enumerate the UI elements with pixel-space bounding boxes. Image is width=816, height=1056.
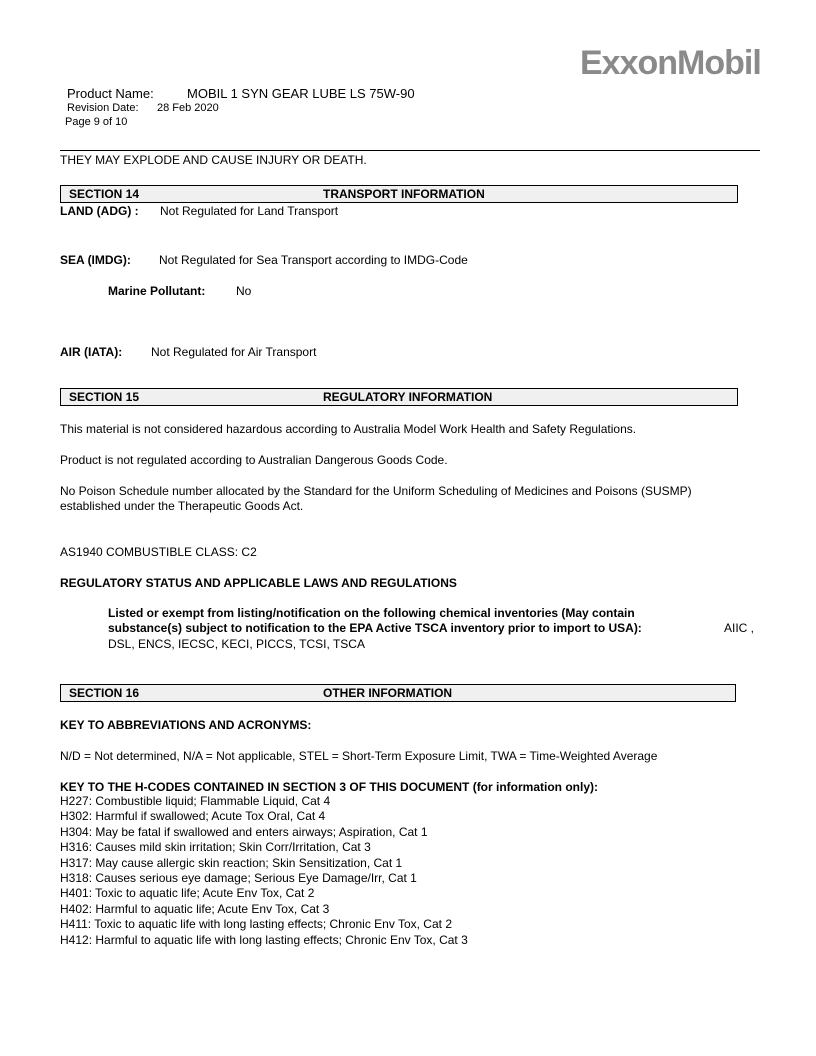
- air-label: AIR (IATA):: [60, 345, 123, 359]
- hcode-item: H317: May cause allergic skin reaction; Skin Sensitization, Cat 1: [60, 855, 403, 870]
- section-number: SECTION 15: [69, 390, 140, 404]
- product-name-label: Product Name:: [67, 86, 154, 101]
- hcode-item: H318: Causes serious eye damage; Serious Eye Damage/Irr, Cat 1: [60, 871, 417, 886]
- hcode-item: H302: Harmful if swallowed; Acute Tox Oral, Cat 4: [60, 809, 326, 824]
- regulatory-paragraph-3a: No Poison Schedule number allocated by the Standard for the Uniform Scheduling of Medicines and Poisons (SUSMP): [60, 484, 692, 498]
- section-title: OTHER INFORMATION: [323, 686, 453, 700]
- revision-date: 28 Feb 2020: [157, 102, 219, 114]
- carryover-text: THEY MAY EXPLODE AND CAUSE INJURY OR DEATH.: [60, 153, 367, 167]
- hcode-item: H402: Harmful to aquatic life; Acute Env Tox, Cat 3: [60, 901, 330, 916]
- air-value: Not Regulated for Air Transport: [151, 345, 317, 359]
- regulatory-paragraph-3b: established under the Therapeutic Goods Act.: [60, 499, 304, 513]
- section-title: REGULATORY INFORMATION: [323, 390, 493, 404]
- sea-value: Not Regulated for Sea Transport according to IMDG-Code: [159, 253, 468, 267]
- hcode-item: H304: May be fatal if swallowed and enters airways; Aspiration, Cat 1: [60, 824, 428, 839]
- page-number: Page 9 of 10: [65, 116, 128, 128]
- section-number: SECTION 16: [69, 686, 140, 700]
- product-name: MOBIL 1 SYN GEAR LUBE LS 75W-90: [187, 86, 415, 101]
- hcodes-list: [60, 794, 468, 948]
- hcodes-heading: KEY TO THE H-CODES CONTAINED IN SECTION 3 OF THIS DOCUMENT (for information only):: [60, 780, 599, 794]
- inventory-line-1: Listed or exempt from listing/notification on the following chemical inventories (May contain: [108, 606, 635, 620]
- hcode-item: H316: Causes mild skin irritation; Skin Corr/Irritation, Cat 3: [60, 840, 371, 855]
- marine-pollutant-value: No: [236, 284, 252, 298]
- land-label: LAND (ADG) :: [60, 204, 139, 218]
- inventory-aiic: AIIC ,: [724, 621, 755, 635]
- hcode-item: H227: Combustible liquid; Flammable Liquid, Cat 4: [60, 794, 331, 808]
- hcode-item: H411: Toxic to aquatic life with long lasting effects; Chronic Env Tox, Cat 2: [60, 917, 452, 932]
- inventory-line-2: substance(s) subject to notification to the EPA Active TSCA inventory prior to import to USA):: [108, 621, 642, 635]
- section-15-header: [60, 388, 738, 406]
- section-14-header: [60, 185, 738, 203]
- combustible-class: AS1940 COMBUSTIBLE CLASS: C2: [60, 545, 257, 559]
- regulatory-status-heading: REGULATORY STATUS AND APPLICABLE LAWS AND REGULATIONS: [60, 576, 457, 590]
- regulatory-paragraph-2: Product is not regulated according to Australian Dangerous Goods Code.: [60, 453, 448, 467]
- inventory-line-3: DSL, ENCS, IECSC, KECI, PICCS, TCSI, TSCA: [108, 637, 365, 651]
- marine-pollutant-label: Marine Pollutant:: [108, 284, 206, 298]
- land-value: Not Regulated for Land Transport: [160, 204, 339, 218]
- abbreviations-text: N/D = Not determined, N/A = Not applicable, STEL = Short-Term Exposure Limit, TWA = Time-Weighted Average: [60, 749, 658, 763]
- section-16-header: [60, 684, 736, 702]
- revision-date-label: Revision Date:: [67, 102, 139, 114]
- hcode-item: H412: Harmful to aquatic life with long lasting effects; Chronic Env Tox, Cat 3: [60, 932, 468, 947]
- hcode-item: H401: Toxic to aquatic life; Acute Env Tox, Cat 2: [60, 886, 315, 901]
- section-title: TRANSPORT INFORMATION: [323, 187, 485, 201]
- abbreviations-heading: KEY TO ABBREVIATIONS AND ACRONYMS:: [60, 718, 312, 732]
- regulatory-paragraph-1: This material is not considered hazardous according to Australia Model Work Health and Safety Regulations.: [60, 422, 637, 436]
- section-number: SECTION 14: [69, 187, 140, 201]
- exxonmobil-logo: ExxonMobil: [580, 44, 761, 82]
- header-divider: [60, 150, 760, 151]
- sea-label: SEA (IMDG):: [60, 253, 131, 267]
